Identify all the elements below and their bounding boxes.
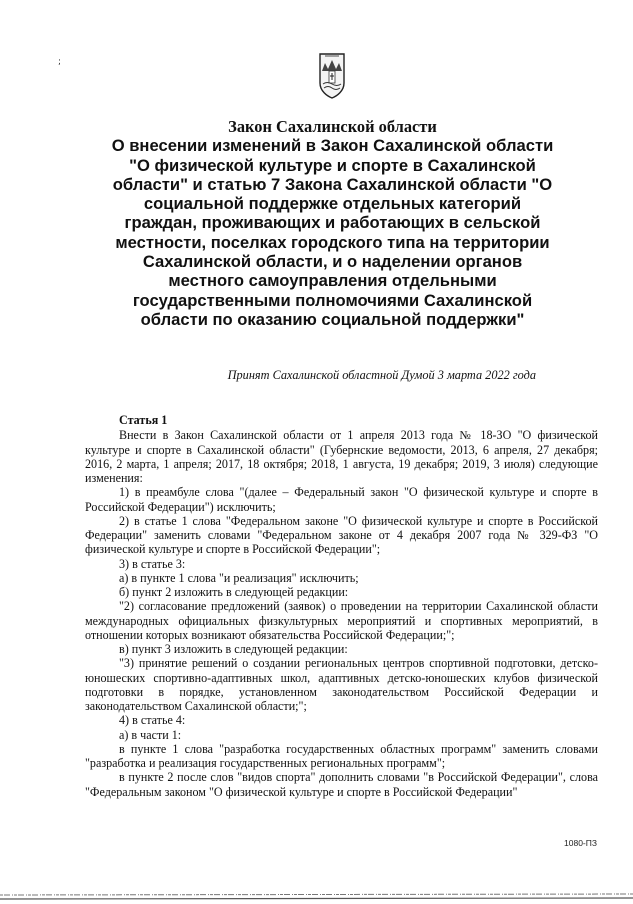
paragraph: в пункте 1 слова "разработка государственных областных программ" заменить словами "разработка и реализация государственных региональных программ";: [85, 741, 598, 770]
paragraph: 2) в статье 1 слова "Федеральном законе "О физической культуре и спорте в Российской Федерации" заменить словами "Федеральном законе от 4 декабря 2007 года № 329-ФЗ "О физической культуре и спорте в Российской Федерации";: [85, 513, 598, 557]
scan-edge-line: [0, 891, 633, 904]
paragraph: Внести в Закон Сахалинской области от 1 апреля 2013 года № 18-ЗО "О физической культуре и спорте в Сахалинской области" (Губернские ведомости, 2013, 6 апреля, 27 декабря; 2016, 2 марта, 1 апреля; 2017, 18 октября; 2018, 1 августа, 19 декабря; 2019, 3 июля) следующие изменения:: [85, 428, 598, 485]
law-body: [85, 413, 598, 799]
document-code: 1080-ПЗ: [564, 838, 597, 848]
paragraph: а) в части 1:: [119, 727, 182, 742]
article-heading: Статья 1: [119, 413, 168, 427]
law-title: О внесении изменений в Закон Сахалинской области "О физической культуре и спорте в Сахалинской области" и статью 7 Закона Сахалинской области "О социальной поддержке отдельных категорий граждан, проживающих и работающих в сельской местности, поселках городского типа на территории Сахалинской области, и о наделении органов местного самоуправления отдельными государственными полномочиями Сахалинской области по оказанию социальной поддержки": [111, 136, 554, 329]
paragraph: 1) в преамбуле слова "(далее – Федеральный закон "О физической культуре и спорте в Российской Федерации") исключить;: [85, 485, 598, 514]
paragraph: в пункте 2 после слов "видов спорта" дополнить словами "в Российской Федерации", слова "Федеральным законом "О физической культуре и спорте в Российской Федерации": [85, 770, 598, 799]
law-title-block: [110, 117, 555, 329]
paragraph: а) в пункте 1 слова "и реализация" исключить;: [119, 570, 359, 585]
paragraph: "2) согласование предложений (заявок) о проведении на территории Сахалинской области международных официальных физкультурных мероприятий и спортивных мероприятий, в отношении которых возникают обязательства Российской Федерации;";: [85, 599, 598, 642]
paragraph: б) пункт 2 изложить в следующей редакции:: [119, 585, 349, 599]
paragraph: 3) в статье 3:: [119, 556, 186, 571]
law-name: Закон Сахалинской области: [228, 117, 437, 136]
margin-mark: ;: [58, 57, 62, 67]
paragraph: 4) в статье 4:: [119, 713, 186, 728]
paragraph: в) пункт 3 изложить в следующей редакции:: [119, 642, 348, 656]
paragraph: "3) принятие решений о создании региональных центров спортивной подготовки, детско-юношеских спортивно-адаптивных школ, адаптивных детско-юношеских клубов физической подготовки в порядке, установленном законодательством Российской Федерации и законодательством Сахалинской области;";: [85, 656, 598, 713]
coat-of-arms-icon: [317, 53, 347, 99]
adoption-note: Принят Сахалинской областной Думой 3 марта 2022 года: [227, 368, 536, 382]
